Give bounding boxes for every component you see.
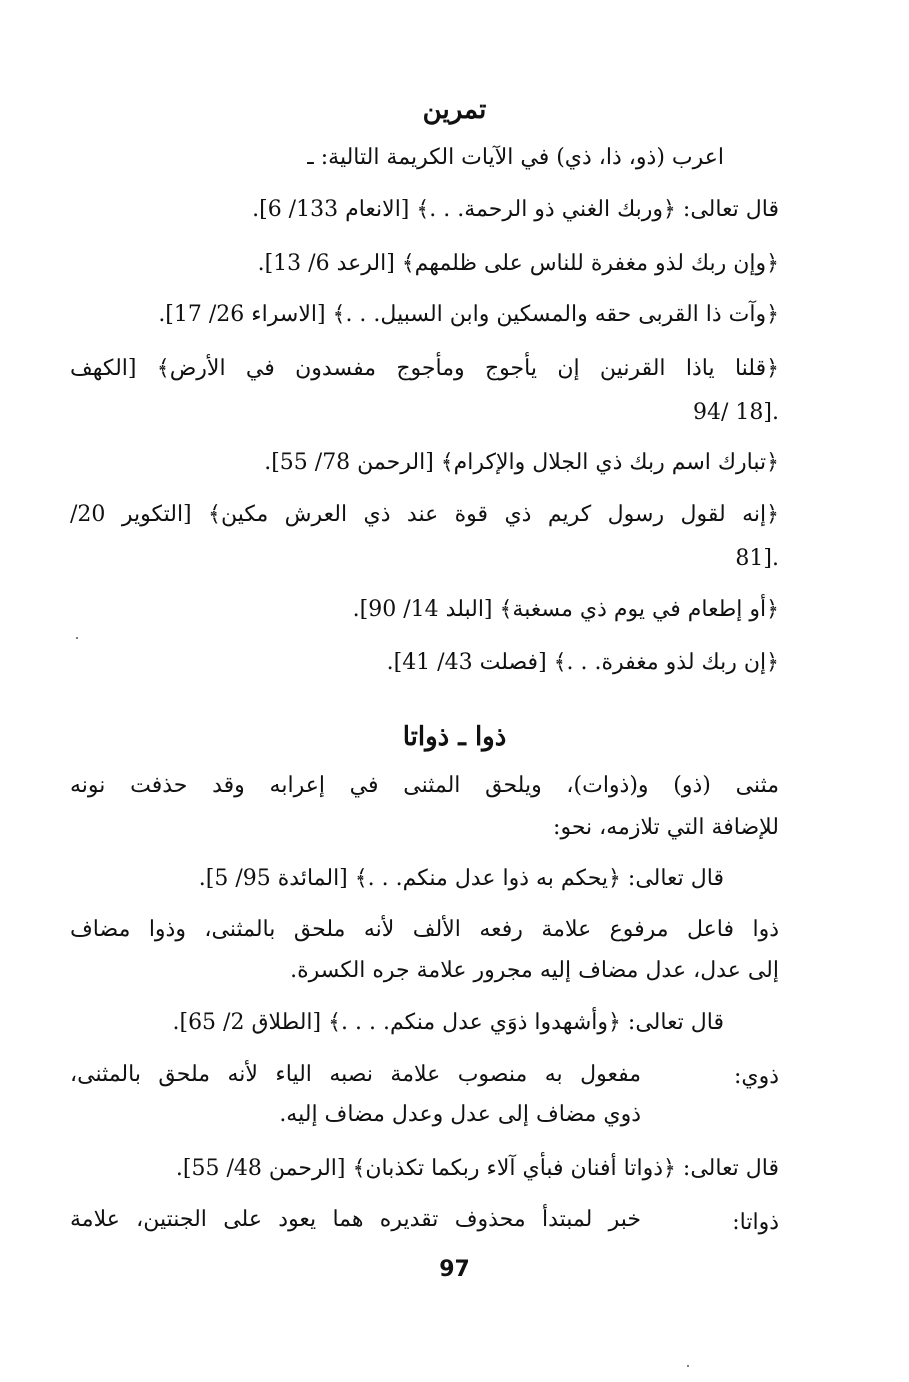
page-number: 97 xyxy=(439,1257,470,1282)
term-label-dhawi: ذوي: xyxy=(733,1064,779,1089)
exercise-line: ﴿وإن ربك لذو مغفرة للناس على ظلمهم﴾ [الرعد 6/ 13]. xyxy=(257,251,779,276)
section-title: ذوا ـ ذواتا xyxy=(402,722,507,752)
section-paragraph-line: للإضافة التي تلازمه، نحو: xyxy=(553,815,779,840)
exercise-line: قال تعالى: ﴿وربك الغني ذو الرحمة. . .﴾ [الانعام 133/ 6]. xyxy=(252,197,779,222)
exercise-line: ﴿إنه لقول رسول كريم ذي قوة عند ذي العرش مكين﴾ [التكوير 20/ xyxy=(70,502,779,527)
exercise-line: 94/ 18]. xyxy=(693,400,779,425)
scan-speck xyxy=(76,637,78,639)
exercise-line: ﴿تبارك اسم ربك ذي الجلال والإكرام﴾ [الرحمن 78/ 55]. xyxy=(264,450,779,475)
exercise-line: ﴿وآت ذا القربى حقه والمسكين وابن السبيل. . .﴾ [الاسراء 26/ 17]. xyxy=(158,302,779,327)
exercise-line: ﴿قلنا ياذا القرنين إن يأجوج ومأجوج مفسدون في الأرض﴾ [الكهف xyxy=(70,356,779,381)
term-explanation-line: مفعول به منصوب علامة نصبه الياء لأنه ملحق بالمثنى، xyxy=(70,1062,641,1087)
explanation-line: ذوا فاعل مرفوع علامة رفعه الألف لأنه ملحق بالمثنى، وذوا مضاف xyxy=(70,917,779,942)
term-explanation-line: خبر لمبتدأ محذوف تقديره هما يعود على الجنتين، علامة xyxy=(70,1207,641,1232)
exercise-intro: اعرب (ذو، ذا، ذي) في الآيات الكريمة التالية: ـ xyxy=(307,145,724,170)
exercise-line: ﴿إن ربك لذو مغفرة. . .﴾ [فصلت 43/ 41]. xyxy=(386,650,779,675)
scan-speck xyxy=(687,1365,689,1367)
example-verse: قال تعالى: ﴿ذواتا أفنان فبأي آلاء ربكما تكذبان﴾ [الرحمن 48/ 55]. xyxy=(175,1156,779,1181)
term-label-dhawata: ذواتا: xyxy=(732,1210,779,1235)
section-paragraph-line: مثنى (ذو) و(ذوات)، ويلحق المثنى في إعرابه وقد حذفت نونه xyxy=(70,773,779,798)
term-explanation-line: ذوي مضاف إلى عدل وعدل مضاف إليه. xyxy=(279,1102,641,1127)
exercise-title: تمرين xyxy=(422,95,487,125)
exercise-line: ﴿أو إطعام في يوم ذي مسغبة﴾ [البلد 14/ 90]. xyxy=(352,597,779,622)
explanation-line: إلى عدل، عدل مضاف إليه مجرور علامة جره الكسرة. xyxy=(290,958,779,983)
exercise-line: 81]. xyxy=(735,546,779,571)
example-verse: قال تعالى: ﴿يحكم به ذوا عدل منكم. . .﴾ [المائدة 95/ 5]. xyxy=(198,866,724,891)
example-verse: قال تعالى: ﴿وأشهدوا ذوَي عدل منكم. . . .﴾ [الطلاق 2/ 65]. xyxy=(172,1010,724,1035)
